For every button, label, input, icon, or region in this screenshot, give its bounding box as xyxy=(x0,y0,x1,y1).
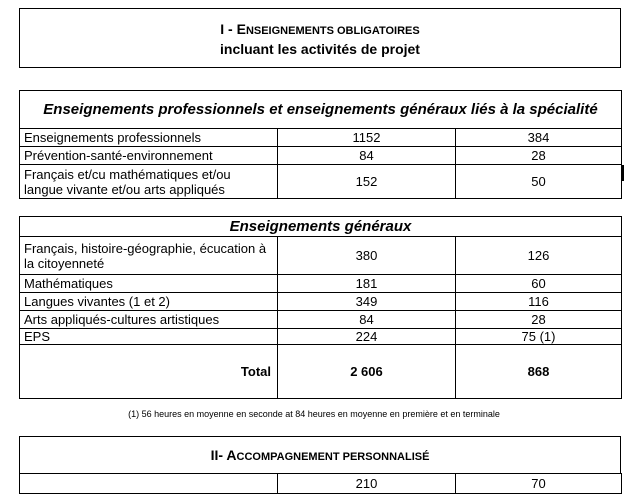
row-value-a: 380 xyxy=(278,237,456,275)
table-row xyxy=(20,147,622,165)
row-value-a: 210 xyxy=(278,474,456,494)
table-professional-teaching xyxy=(19,90,622,199)
table-1-header: Enseignements professionnels et enseignements généraux liés à la spécialité xyxy=(20,91,622,129)
table-personalized-support xyxy=(19,473,622,494)
row-value-b: 116 xyxy=(456,293,622,311)
row-value-a: 84 xyxy=(278,147,456,165)
row-value-b: 28 xyxy=(456,311,622,329)
table-general-teaching xyxy=(19,216,622,399)
total-value-b: 868 xyxy=(456,345,622,399)
section-2-title-rest: CCOMPAGNEMENT PERSONNALISÉ xyxy=(236,451,430,463)
section-2-title-prefix: II- A xyxy=(210,447,237,463)
row-label: EPS xyxy=(20,329,278,345)
row-value-a: 84 xyxy=(278,311,456,329)
total-value-a: 2 606 xyxy=(278,345,456,399)
section-1-title-box xyxy=(19,8,621,68)
row-value-a: 224 xyxy=(278,329,456,345)
table-row xyxy=(20,293,622,311)
total-row xyxy=(20,345,622,399)
table-row xyxy=(20,329,622,345)
table-row xyxy=(20,165,622,199)
row-label: Mathématiques xyxy=(20,275,278,293)
row-value-b: 126 xyxy=(456,237,622,275)
row-label xyxy=(20,474,278,494)
section-2-title-box xyxy=(19,436,621,474)
row-label: Français, histoire-géographie, écucation à la citoyenneté xyxy=(20,237,278,275)
row-value-b: 384 xyxy=(456,129,622,147)
footnote: (1) 56 heures en moyenne en seconde at 84 heures en moyenne en première et en terminale xyxy=(128,409,500,419)
table-row xyxy=(20,129,622,147)
table-2-header: Enseignements généraux xyxy=(20,217,622,237)
row-label: Langues vivantes (1 et 2) xyxy=(20,293,278,311)
row-value-b: 28 xyxy=(456,147,622,165)
row-value-b: 50 xyxy=(456,165,622,199)
table-row xyxy=(20,474,622,494)
table-row xyxy=(20,311,622,329)
row-value-b: 70 xyxy=(456,474,622,494)
total-label: Total xyxy=(20,345,278,399)
section-1-title-prefix: I - E xyxy=(220,21,246,37)
row-label: Enseignements professionnels xyxy=(20,129,278,147)
row-label: Arts appliqués-cultures artistiques xyxy=(20,311,278,329)
row-label: Français et/cu mathématiques et/ou langue vivante et/ou arts appliqués xyxy=(20,165,278,199)
row-value-b: 75 (1) xyxy=(456,329,622,345)
row-value-b: 60 xyxy=(456,275,622,293)
table-row xyxy=(20,275,622,293)
section-1-subtitle: incluant les activités de projet xyxy=(220,41,420,57)
section-1-title-rest: NSEIGNEMENTS OBLIGATOIRES xyxy=(245,25,420,37)
row-label: Prévention-santé-environnement xyxy=(20,147,278,165)
row-value-a: 1152 xyxy=(278,129,456,147)
row-value-a: 181 xyxy=(278,275,456,293)
table-row xyxy=(20,237,622,275)
margin-mark xyxy=(622,165,624,181)
row-value-a: 152 xyxy=(278,165,456,199)
section-1-title xyxy=(20,20,620,40)
row-value-a: 349 xyxy=(278,293,456,311)
